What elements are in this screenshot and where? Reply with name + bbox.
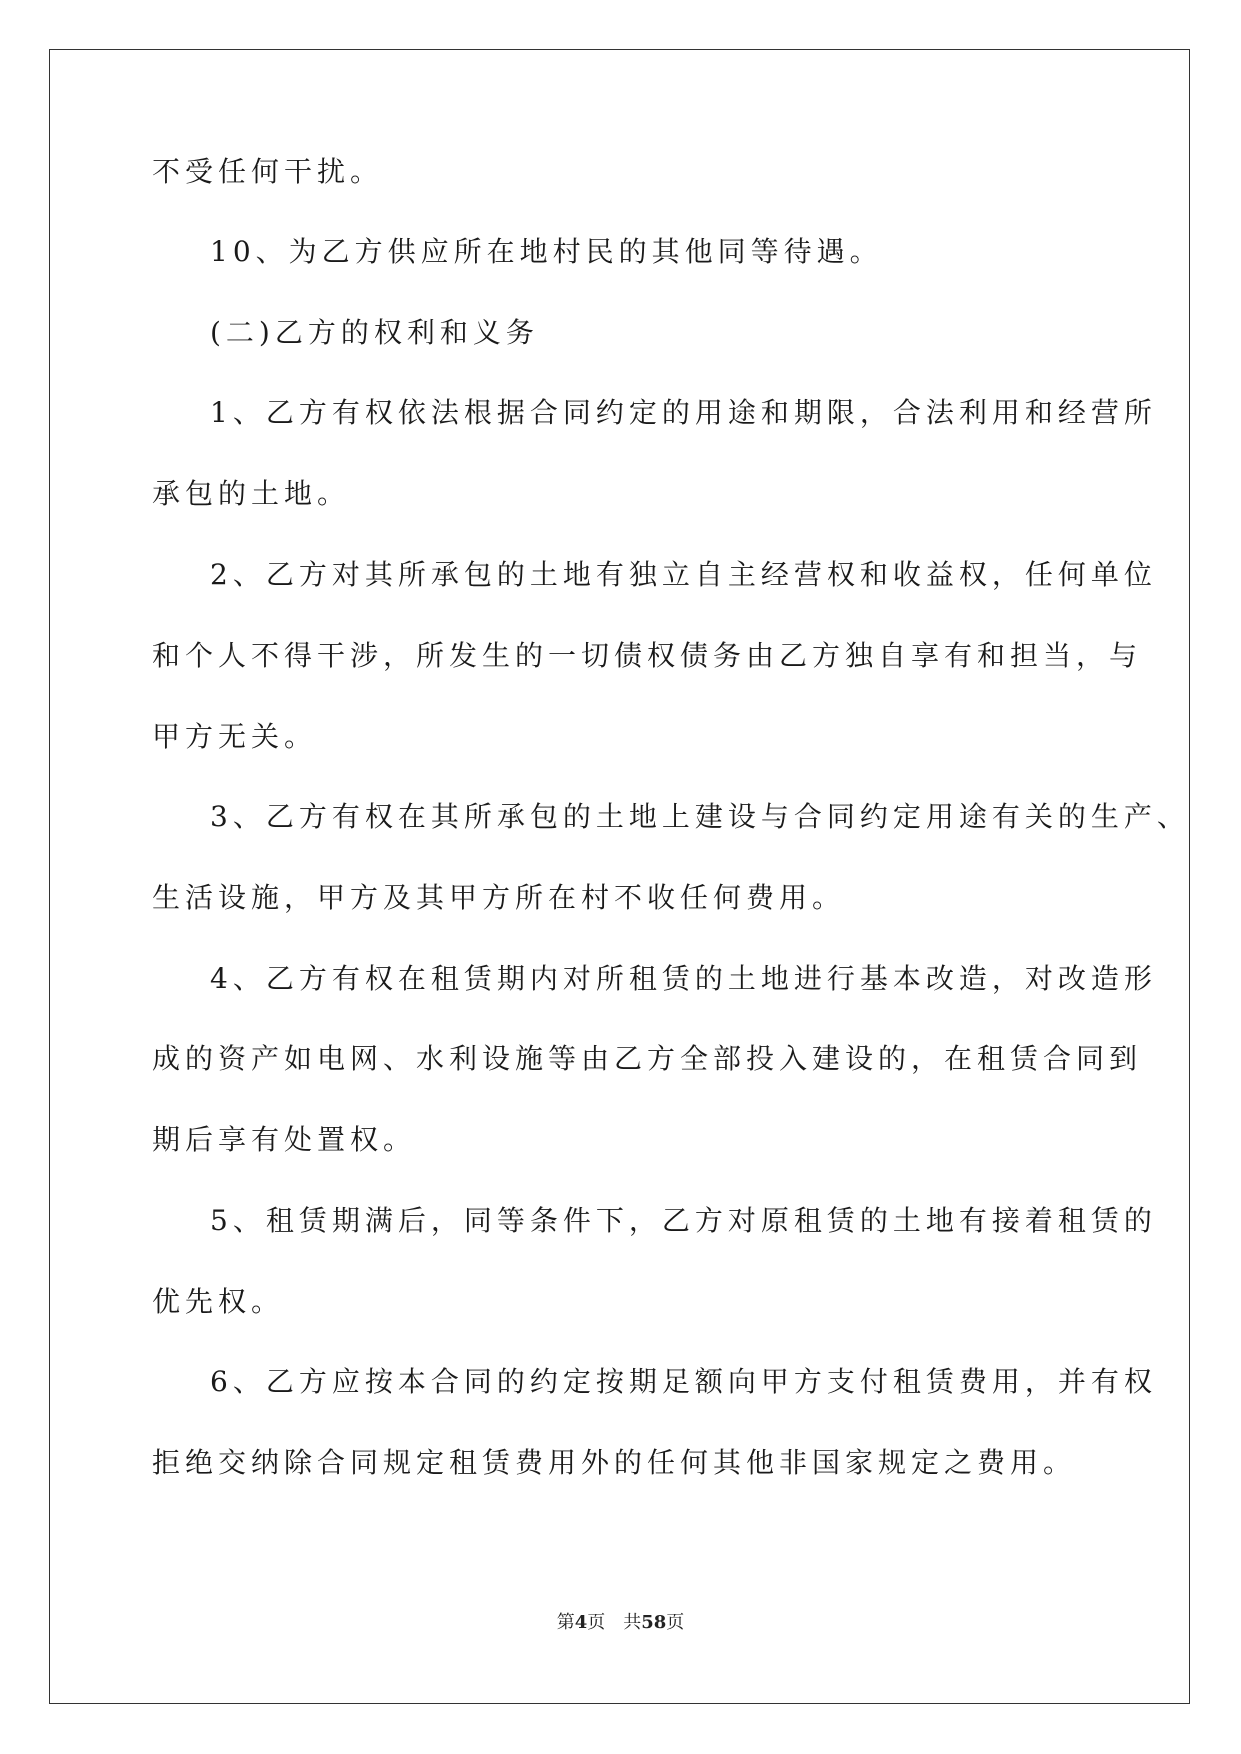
paragraph-line: 3、乙方有权在其所承包的土地上建设与合同约定用途有关的生产、 xyxy=(210,800,1190,833)
paragraph-line: 优先权。 xyxy=(152,1285,285,1318)
paragraph-line: 6、乙方应按本合同的约定按期足额向甲方支付租赁费用，并有权 xyxy=(210,1365,1157,1398)
paragraph-line: 成的资产如电网、水利设施等由乙方全部投入建设的，在租赁合同到 xyxy=(152,1042,1143,1075)
section-heading: (二)乙方的权利和义务 xyxy=(210,316,539,349)
paragraph-line: 5、租赁期满后，同等条件下，乙方对原租赁的土地有接着租赁的 xyxy=(210,1204,1157,1237)
total-prefix: 共 xyxy=(623,1612,642,1633)
total-page-count: 58 xyxy=(641,1612,667,1633)
page-label: 页 xyxy=(587,1612,606,1633)
page-number-footer xyxy=(0,1611,1241,1635)
current-page-number: 4 xyxy=(574,1612,588,1633)
paragraph-line: 和个人不得干涉，所发生的一切债权债务由乙方独自享有和担当，与 xyxy=(152,639,1143,672)
paragraph-line: 生活设施，甲方及其甲方所在村不收任何费用。 xyxy=(152,881,846,914)
paragraph-line: 2、乙方对其所承包的土地有独立自主经营权和收益权，任何单位 xyxy=(210,558,1157,591)
total-suffix: 页 xyxy=(666,1612,685,1633)
paragraph-line: 1、乙方有权依法根据合同约定的用途和期限，合法利用和经营所 xyxy=(210,396,1157,429)
paragraph-line: 甲方无关。 xyxy=(152,720,318,753)
paragraph-line: 拒绝交纳除合同规定租赁费用外的任何其他非国家规定之费用。 xyxy=(152,1446,1077,1479)
paragraph-line: 不受任何干扰。 xyxy=(152,155,384,188)
paragraph-line: 4、乙方有权在租赁期内对所租赁的土地进行基本改造，对改造形 xyxy=(210,962,1157,995)
paragraph-line: 10、为乙方供应所在地村民的其他同等待遇。 xyxy=(210,235,883,268)
paragraph-line: 期后享有处置权。 xyxy=(152,1123,417,1156)
paragraph-line: 承包的土地。 xyxy=(152,477,351,510)
page-prefix: 第 xyxy=(556,1612,575,1633)
